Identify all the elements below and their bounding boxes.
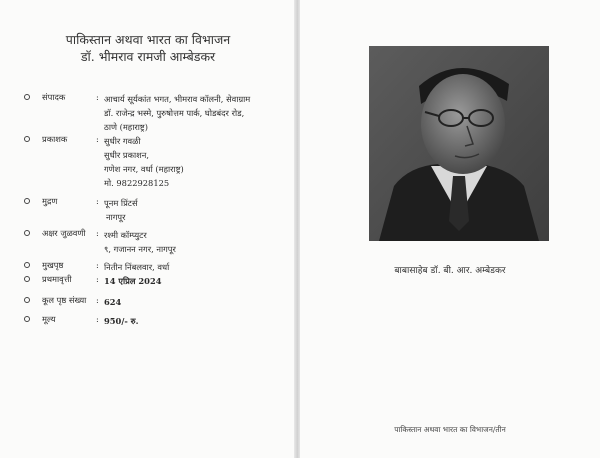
- meta-value-line: डॉ. राजेन्द्र भस्मे, पुरुषोत्तम पार्क, घोडबंदर रोड,: [104, 108, 245, 118]
- book-title: पाकिस्तान अथवा भारत का विभाजन: [65, 32, 231, 47]
- meta-separator: :: [96, 92, 99, 102]
- meta-value-line: 950/- रु.: [104, 316, 139, 326]
- meta-value-line: आचार्य सूर्यकांत भगत, भीमराव कॉलनी, सेवाग्राम: [104, 94, 251, 104]
- meta-label: कूल पृष्ठ संख्या: [42, 295, 87, 305]
- meta-separator: :: [96, 134, 99, 144]
- meta-label: प्रथमावृत्ती: [42, 274, 72, 284]
- meta-value: [104, 274, 294, 288]
- meta-value: [104, 314, 294, 328]
- portrait-image: [369, 46, 549, 241]
- meta-value-line: सुधीर प्रकाशन,: [104, 150, 150, 160]
- bullet-icon: [24, 297, 30, 303]
- bullet-icon: [24, 94, 30, 100]
- bullet-icon: [24, 198, 30, 204]
- page-footer: पाकिस्तान अथवा भारत का विभाजन/तीन: [394, 425, 506, 434]
- meta-label: मूल्य: [42, 314, 56, 324]
- meta-separator: :: [96, 274, 99, 284]
- bullet-icon: [24, 276, 30, 282]
- meta-value-line: गणेश नगर, वर्धा (महाराष्ट्र): [104, 164, 184, 174]
- book-author: डॉ. भीमराव रामजी आम्बेडकर: [80, 49, 216, 64]
- meta-value-line: पूनम प्रिंटर्स: [104, 198, 138, 208]
- meta-label: संपादक: [42, 92, 66, 102]
- left-page: [0, 0, 296, 458]
- bullet-icon: [24, 230, 30, 236]
- meta-value: [104, 295, 294, 309]
- meta-value: [104, 92, 294, 134]
- meta-label: अक्षर जुळवणी: [42, 228, 86, 238]
- meta-value-line: रश्मी कॉम्प्युटर: [104, 230, 147, 240]
- meta-value: [104, 134, 294, 190]
- meta-value-line: 624: [104, 297, 122, 307]
- meta-value: [104, 260, 294, 274]
- meta-label: प्रकाशक: [42, 134, 68, 144]
- meta-value-line: नितीन निंबलवार, वर्धा: [104, 262, 170, 272]
- meta-label: मुखपृष्ठ: [42, 260, 64, 270]
- meta-value-line: मो. 9822928125: [104, 178, 170, 188]
- bullet-icon: [24, 316, 30, 322]
- meta-separator: :: [96, 228, 99, 238]
- portrait-photo: [369, 46, 549, 241]
- meta-label: मुद्रण: [42, 196, 58, 206]
- meta-separator: :: [96, 314, 99, 324]
- meta-value-line: ९, गजानन नगर, नागपूर: [104, 244, 176, 254]
- bullet-icon: [24, 136, 30, 142]
- meta-value: [104, 196, 294, 224]
- meta-value: [104, 228, 294, 256]
- meta-value-line: नागपूर: [106, 212, 126, 222]
- portrait-caption: बाबासाहेब डॉ. बी. आर. अम्बेडकर: [394, 266, 506, 276]
- meta-value-line: सुधीर गवळी: [104, 136, 141, 146]
- meta-value-line: 14 एप्रिल 2024: [104, 276, 162, 286]
- meta-separator: :: [96, 196, 99, 206]
- meta-value-line: ठाणे (महाराष्ट्र): [104, 122, 148, 132]
- bullet-icon: [24, 262, 30, 268]
- meta-separator: :: [96, 260, 99, 270]
- meta-separator: :: [96, 295, 99, 305]
